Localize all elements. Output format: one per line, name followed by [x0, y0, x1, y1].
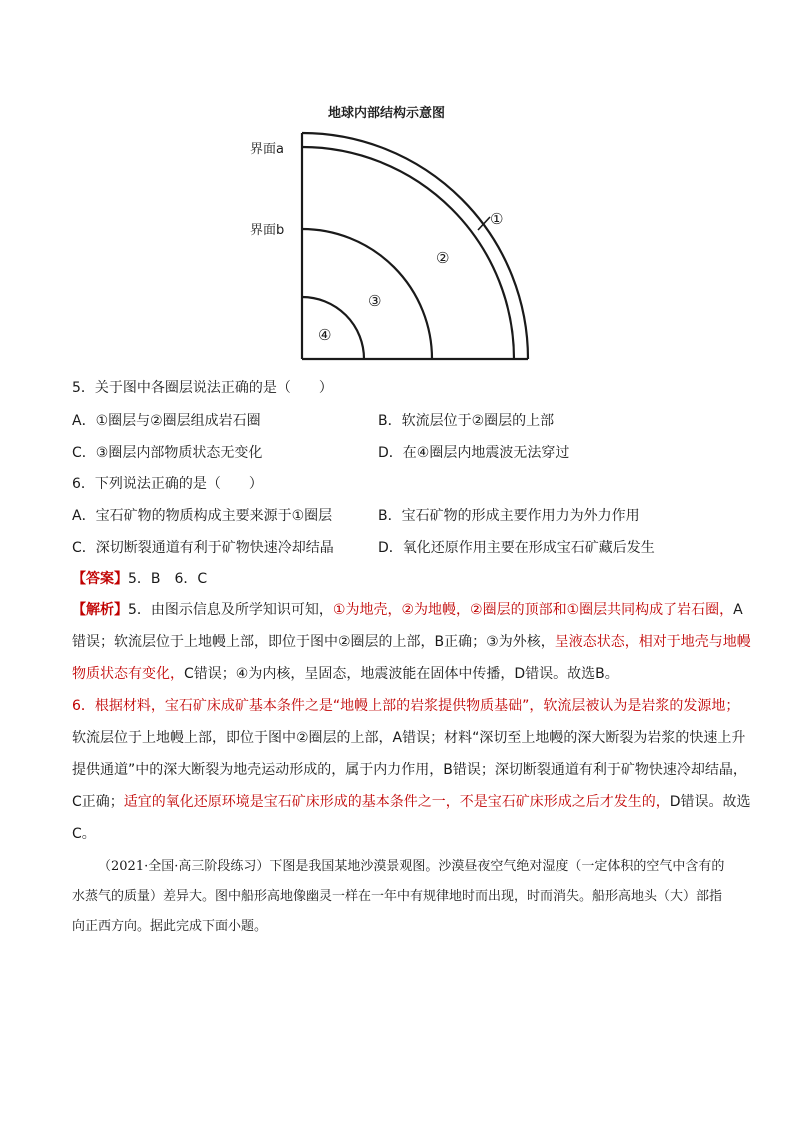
interface-a-arc [302, 147, 514, 359]
analysis-p2-red-1: 6．根据材料，宝石矿床成矿基本条件之是“地幔上部的岩浆提供物质基础”，软流层被认为是岩浆的发源地； [72, 698, 740, 714]
q6-option-b: B．宝石矿物的形成主要作用力为外力作用 [378, 508, 640, 524]
earth-surface-arc [302, 133, 528, 359]
analysis-paragraph-2 [72, 690, 752, 850]
q6-option-d: D．氧化还原作用主要在形成宝石矿藏后发生 [378, 540, 655, 556]
q6-option-c: C．深切断裂通道有利于矿物快速冷却结晶 [72, 540, 334, 556]
earth-structure-diagram [250, 128, 550, 368]
analysis-p1-text-3: C错误；④为内核，呈固态，地震波能在固体中传播，D错误。故选B。 [184, 666, 619, 682]
analysis-p1-text-1: 5．由图示信息及所学知识可知， [128, 602, 333, 618]
label-interface-a: 界面a [250, 142, 284, 157]
label-layer2: ② [436, 249, 450, 267]
analysis-p2-red-2: 适宜的氧化还原环境是宝石矿床形成的基本条件之一，不是宝石矿床形成之后才发生的， [123, 794, 670, 810]
label-layer3: ③ [368, 292, 382, 310]
answer-tag: 【答案】 [72, 571, 128, 587]
next-question-intro: （2021·全国·高三阶段练习）下图是我国某地沙漠景观图。沙漠昼夜空气绝对湿度（一定体积的空气中含有的水蒸气的质量）差异大。图中船形高地像幽灵一样在一年中有规律地时而出现，时而消失。船形高地头（大）部指向正西方向。据此完成下面小题。 [72, 859, 725, 934]
q6-stem: 6．下列说法正确的是（ ） [72, 476, 263, 492]
analysis-p1-red-1: ①为地壳，②为地幔，②圈层的顶部和①圈层共同构成了岩石圈， [332, 602, 734, 618]
analysis-p1-red-2: 呈液态状态，相对于地壳与地幔物质状态有变化， [72, 634, 751, 682]
inner-core-arc [302, 297, 364, 359]
analysis-p2-text-1: 软流层位于上地幔上部，即位于图中②圈层的上部，A错误；材料“深切至上地幔的深大断裂为岩浆的快速上升提供通道”中的深大断裂为地壳运动形成的，属于内力作用，B错误；深切断裂通道有利于矿物快速冷却结晶，C正确； [72, 730, 747, 810]
q6-option-a: A．宝石矿物的物质构成主要来源于①圈层 [72, 508, 333, 524]
label-layer1: ① [490, 210, 504, 228]
label-interface-b: 界面b [250, 223, 285, 238]
analysis-paragraph-1 [72, 594, 752, 690]
q5-option-b: B．软流层位于②圈层的上部 [378, 413, 555, 429]
q5-stem: 5．关于图中各圈层说法正确的是（ ） [72, 380, 333, 396]
q5-option-a: A．①圈层与②圈层组成岩石圈 [72, 413, 261, 429]
analysis-tag: 【解析】 [72, 602, 128, 618]
analysis-p2-text-2: D错误。故选C。 [72, 794, 751, 842]
answer-line [72, 568, 207, 588]
figure-title: 地球内部结构示意图 [328, 106, 446, 121]
analysis-p1-text-2: A错误；软流层位于上地幔上部，即位于图中②圈层的上部，B正确；③为外核， [72, 602, 743, 650]
answer-text: 5．B 6．C [128, 571, 208, 587]
q5-option-c: C．③圈层内部物质状态无变化 [72, 445, 263, 461]
q5-option-d: D．在④圈层内地震波无法穿过 [378, 445, 570, 461]
label-layer4: ④ [318, 326, 332, 344]
